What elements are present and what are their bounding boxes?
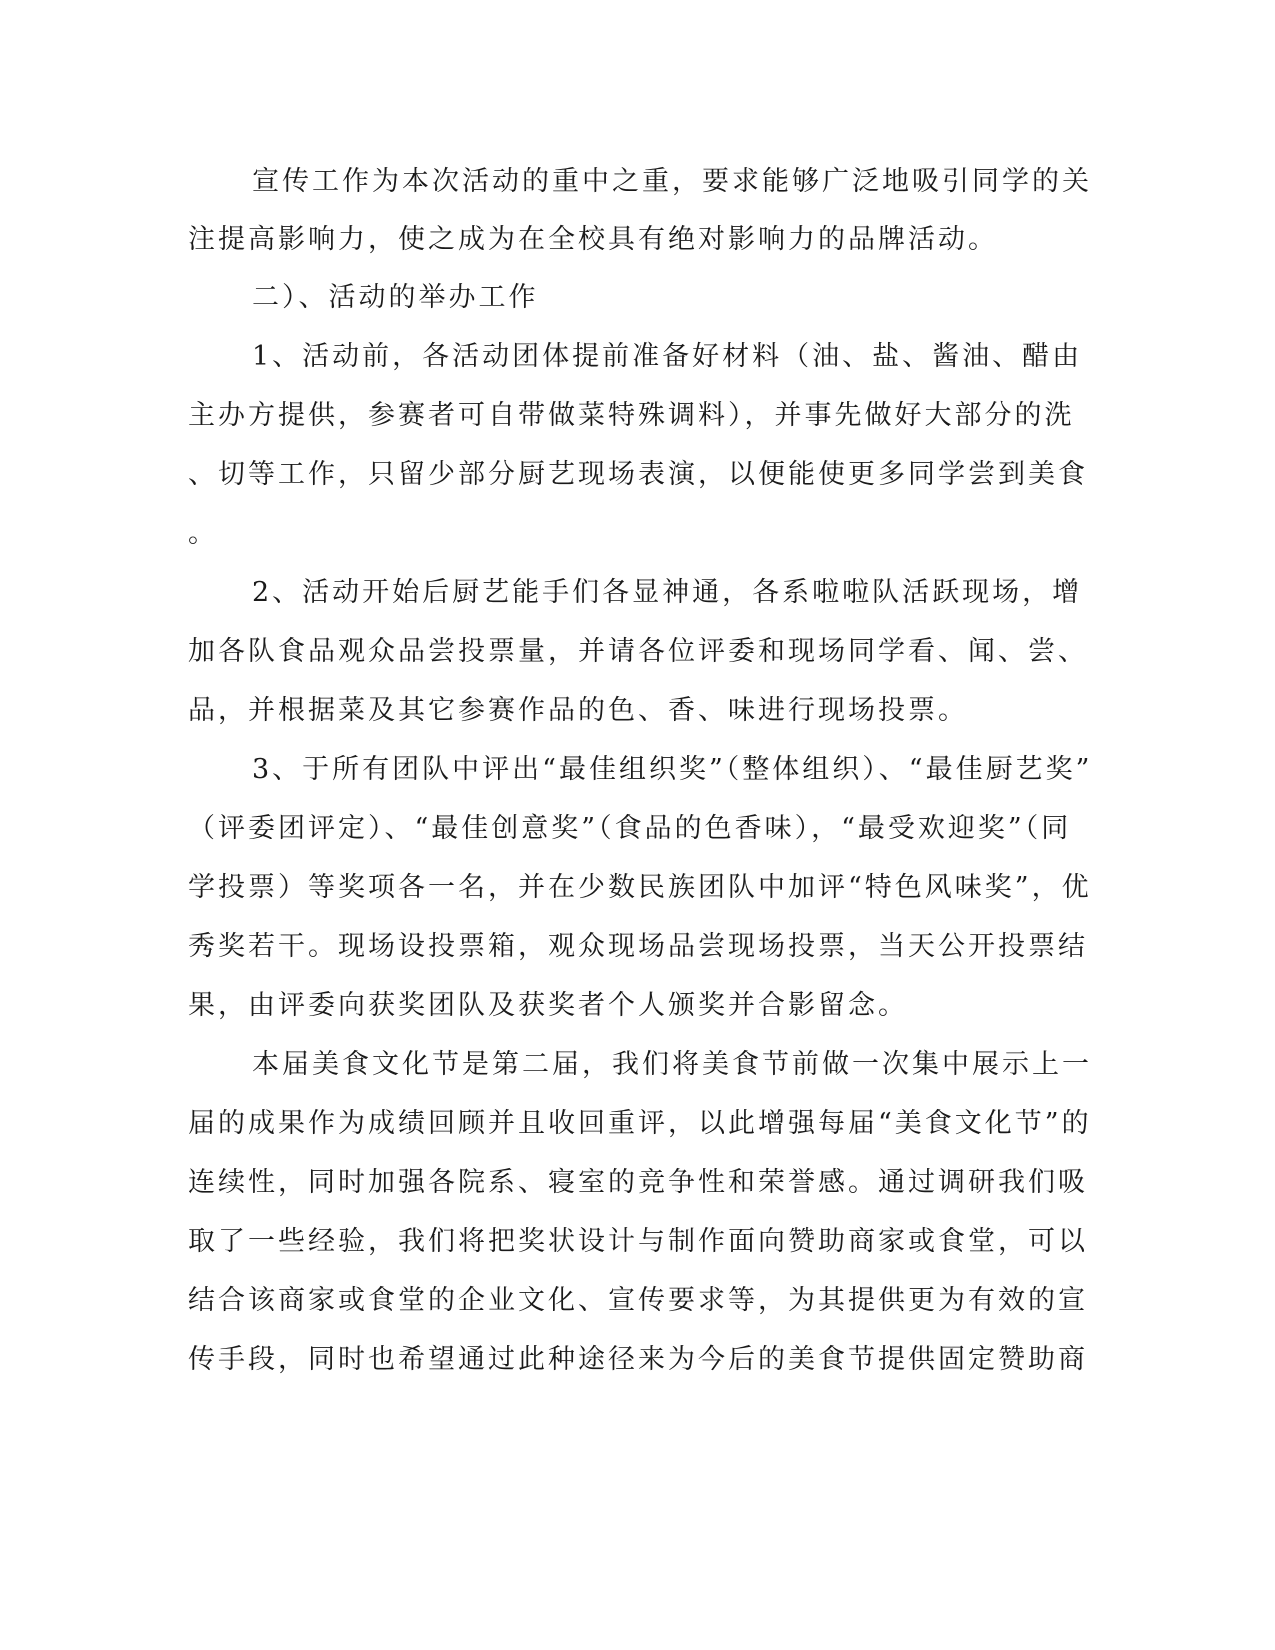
text-line: 果，由评委向获奖团队及获奖者个人颁奖并合影留念。: [188, 990, 908, 1021]
section-heading: 二）、活动的举办工作: [252, 282, 539, 313]
text-line: 取了一些经验，我们将把奖状设计与制作面向赞助商家或食堂，可以: [188, 1226, 1088, 1257]
text-line: 、切等工作，只留少部分厨艺现场表演，以便能使更多同学尝到美食: [188, 459, 1088, 490]
text-line: 结合该商家或食堂的企业文化、宣传要求等，为其提供更为有效的宣: [188, 1285, 1088, 1316]
text-line: 连续性，同时加强各院系、寝室的竞争性和荣誉感。通过调研我们吸: [188, 1167, 1088, 1198]
text-line: 2、活动开始后厨艺能手们各显神通，各系啦啦队活跃现场，增: [252, 577, 1083, 608]
text-line: 届的成果作为成绩回顾并且收回重评，以此增强每届“美食文化节”的: [188, 1108, 1092, 1139]
text-line: 。: [188, 518, 218, 549]
text-line: 加各队食品观众品尝投票量，并请各位评委和现场同学看、闻、尝、: [188, 636, 1088, 667]
text-line: 宣传工作为本次活动的重中之重，要求能够广泛地吸引同学的关: [252, 166, 1092, 197]
text-line: 注提高影响力，使之成为在全校具有绝对影响力的品牌活动。: [188, 224, 998, 255]
text-line: 学投票）等奖项各一名，并在少数民族团队中加评“特色风味奖”，优: [188, 872, 1092, 903]
text-line: （评委团评定）、“最佳创意奖”（食品的色香味），“最受欢迎奖”（同: [188, 813, 1072, 844]
text-line: 秀奖若干。现场设投票箱，观众现场品尝现场投票，当天公开投票结: [188, 931, 1088, 962]
text-line: 1、活动前，各活动团体提前准备好材料（油、盐、酱油、醋由: [252, 341, 1083, 372]
text-line: 传手段，同时也希望通过此种途径来为今后的美食节提供固定赞助商: [188, 1344, 1088, 1375]
text-line: 3、于所有团队中评出“最佳组织奖”（整体组织）、“最佳厨艺奖”: [252, 754, 1093, 785]
text-line: 主办方提供，参赛者可自带做菜特殊调料），并事先做好大部分的洗: [188, 400, 1075, 431]
text-line: 本届美食文化节是第二届，我们将美食节前做一次集中展示上一: [252, 1049, 1092, 1080]
text-line: 品，并根据菜及其它参赛作品的色、香、味进行现场投票。: [188, 695, 968, 726]
